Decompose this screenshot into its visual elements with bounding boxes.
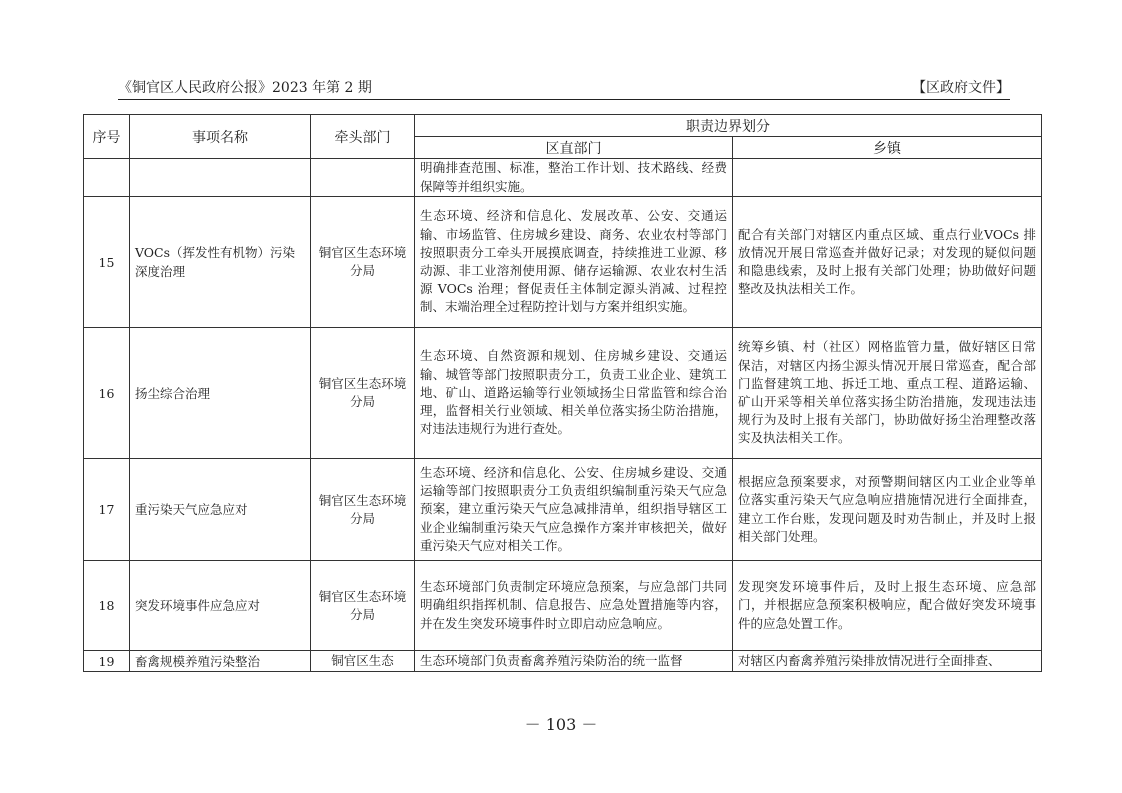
table-row <box>84 159 1042 197</box>
table-row <box>84 328 1042 459</box>
row-seq: 18 <box>84 561 130 651</box>
row-item-name: 畜禽规模养殖污染整治 <box>130 651 311 672</box>
row-township-duty: 发现突发环境事件后，及时上报生态环境、应急部门，并根据应急预案积极响应，配合做好突发环境事件的应急处置工作。 <box>733 561 1042 651</box>
header-seq: 序号 <box>84 115 130 159</box>
row-lead-department: 铜官区生态环境分局 <box>311 197 415 328</box>
row-district-duty: 生态环境部门负责制定环境应急预案，与应急部门共同明确组织指挥机制、信息报告、应急处置措施等内容，并在发生突发环境事件时立即启动应急响应。 <box>415 561 733 651</box>
table-row <box>84 561 1042 651</box>
header-lead-department: 牵头部门 <box>311 115 415 159</box>
row-district-duty: 明确排查范围、标准，整治工作计划、技术路线、经费保障等并组织实施。 <box>415 159 733 197</box>
row-district-duty: 生态环境、自然资源和规划、住房城乡建设、交通运输、城管等部门按照职责分工，负责工业企业、建筑工地、矿山、道路运输等行业领域扬尘日常监管和综合治理，监督相关行业领域、相关单位落实扬尘防治措施，对违法违规行为进行查处。 <box>415 328 733 459</box>
page-header <box>118 78 1010 100</box>
row-seq: 15 <box>84 197 130 328</box>
row-lead-department: 铜官区生态环境分局 <box>311 561 415 651</box>
page-number: － 103 － <box>524 715 598 734</box>
header-district-departments: 区直部门 <box>415 137 733 159</box>
row-township-duty: 对辖区内畜禽养殖污染排放情况进行全面排查、 <box>733 651 1042 672</box>
row-township-duty: 配合有关部门对辖区内重点区域、重点行业VOCs 排放情况开展日常巡查并做好记录；对发现的疑似问题和隐患线索，及时上报有关部门处理；协助做好问题整改及执法相关工作。 <box>733 197 1042 328</box>
row-lead-department: 铜官区生态环境分局 <box>311 459 415 561</box>
row-seq: 17 <box>84 459 130 561</box>
row-lead-department <box>311 159 415 197</box>
row-township-duty <box>733 159 1042 197</box>
row-seq <box>84 159 130 197</box>
duty-boundary-table <box>83 114 1042 672</box>
table-row <box>84 459 1042 561</box>
row-district-duty: 生态环境、经济和信息化、公安、住房城乡建设、交通运输等部门按照职责分工负责组织编制重污染天气应急预案，建立重污染天气应急减排清单，组织指导辖区工业企业编制重污染天气应急操作方案并审核把关，做好重污染天气应对相关工作。 <box>415 459 733 561</box>
header-township: 乡镇 <box>733 137 1042 159</box>
row-item-name: 突发环境事件应急应对 <box>130 561 311 651</box>
row-item-name: 重污染天气应急应对 <box>130 459 311 561</box>
table-row <box>84 651 1042 672</box>
row-item-name <box>130 159 311 197</box>
row-district-duty: 生态环境、经济和信息化、发展改革、公安、交通运输、市场监管、住房城乡建设、商务、农业农村等部门按照职责分工牵头开展摸底调查，持续推进工业源、移动源、非工业溶剂使用源、储存运输源、农业农村生活源 VOCs 治理；督促责任主体制定源头消减、过程控制、末端治理全过程防控计划与方案并组织实施。 <box>415 197 733 328</box>
table-row <box>84 197 1042 328</box>
row-lead-department: 铜官区生态 <box>311 651 415 672</box>
publication-title: 《铜官区人民政府公报》2023 年第 2 期 <box>118 80 372 96</box>
row-district-duty: 生态环境部门负责畜禽养殖污染防治的统一监督 <box>415 651 733 672</box>
row-seq: 16 <box>84 328 130 459</box>
section-label: 【区政府文件】 <box>912 80 1010 96</box>
row-item-name: 扬尘综合治理 <box>130 328 311 459</box>
header-item-name: 事项名称 <box>130 115 311 159</box>
row-item-name: VOCs（挥发性有机物）污染深度治理 <box>130 197 311 328</box>
row-seq: 19 <box>84 651 130 672</box>
row-township-duty: 统筹乡镇、村（社区）网格监管力量，做好辖区日常保洁，对辖区内扬尘源头情况开展日常巡查，配合部门监督建筑工地、拆迁工地、重点工程、道路运输、矿山开采等相关单位落实扬尘防治措施，发现违法违规行为及时上报有关部门，协助做好扬尘治理整改落实及执法相关工作。 <box>733 328 1042 459</box>
row-lead-department: 铜官区生态环境分局 <box>311 328 415 459</box>
row-township-duty: 根据应急预案要求，对预警期间辖区内工业企业等单位落实重污染天气应急响应措施情况进行全面排查，建立工作台账，发现问题及时劝告制止，并及时上报相关部门处理。 <box>733 459 1042 561</box>
header-divider <box>118 99 1010 100</box>
header-responsibility-division: 职责边界划分 <box>415 115 1042 137</box>
